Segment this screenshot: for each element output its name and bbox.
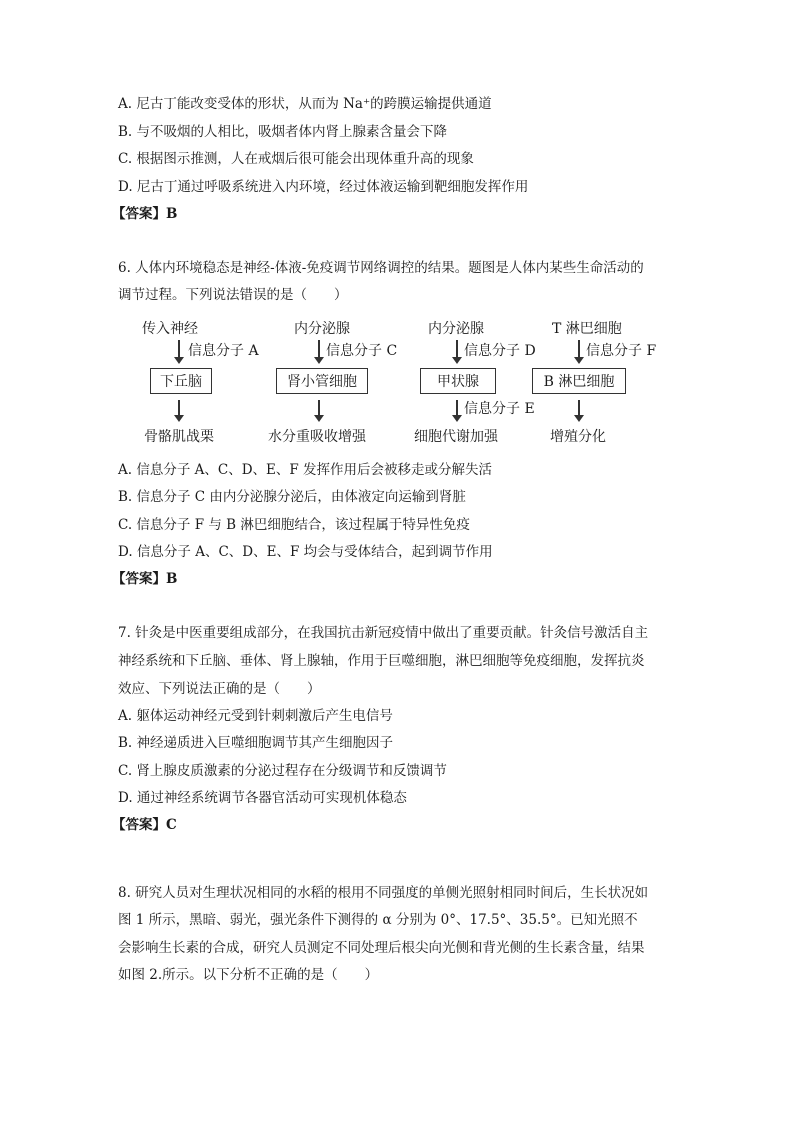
q5-option-a: A. 尼古丁能改变受体的形状，从而为 Na⁺的跨膜运输提供通道 <box>118 96 492 112</box>
diagram-target-box: 甲状腺 <box>420 368 496 394</box>
q6-answer: 【答案】B <box>112 571 178 587</box>
diagram-signal: 信息分子 C <box>326 343 398 359</box>
arrow-down-icon <box>456 400 458 416</box>
arrow-down-icon <box>318 400 320 416</box>
diagram-effect: 水分重吸收增强 <box>268 429 366 445</box>
diagram-target-box: 肾小管细胞 <box>276 368 368 394</box>
diagram-effect: 增殖分化 <box>550 429 606 445</box>
q7-option-a: A. 躯体运动神经元受到针刺刺激后产生电信号 <box>118 708 393 724</box>
arrow-down-icon <box>456 340 458 358</box>
diagram-effect: 细胞代谢加强 <box>414 429 498 445</box>
q6-option-a: A. 信息分子 A、C、D、E、F 发挥作用后会被移走或分解失活 <box>118 462 493 478</box>
q6-stem-line-2: 调节过程。下列说法错误的是（ ） <box>118 287 348 303</box>
q7-stem-line-3: 效应、下列说法正确的是（ ） <box>118 681 321 697</box>
arrow-down-icon <box>178 340 180 358</box>
q8-stem-line-1: 8. 研究人员对生理状况相同的水稻的根用不同强度的单侧光照射相同时间后，生长状况如 <box>118 885 649 901</box>
q6-option-b: B. 信息分子 C 由内分泌腺分泌后，由体液定向运输到肾脏 <box>118 489 466 505</box>
diagram-source: 内分泌腺 <box>294 321 350 337</box>
q8-stem-line-2: 图 1 所示，黑暗、弱光，强光条件下测得的 α 分别为 0°、17.5°、35.5°。已知光照不 <box>118 912 638 928</box>
diagram-source: T 淋巴细胞 <box>552 321 622 337</box>
q6-option-c: C. 信息分子 F 与 B 淋巴细胞结合，该过程属于特异性免疫 <box>118 517 470 533</box>
diagram-signal: 信息分子 D <box>464 343 536 359</box>
arrow-down-icon <box>178 400 180 416</box>
diagram-target-box: B 淋巴细胞 <box>532 368 626 394</box>
arrow-down-icon <box>318 340 320 358</box>
diagram-signal-secondary: 信息分子 E <box>464 401 535 417</box>
regulation-diagram <box>130 312 690 452</box>
q7-option-b: B. 神经递质进入巨噬细胞调节其产生细胞因子 <box>118 735 394 751</box>
diagram-effect: 骨骼肌战栗 <box>144 429 214 445</box>
diagram-source: 内分泌腺 <box>428 321 484 337</box>
q7-option-d: D. 通过神经系统调节各器官活动可实现机体稳态 <box>118 790 407 806</box>
q7-answer: 【答案】C <box>112 817 177 833</box>
diagram-source: 传入神经 <box>142 321 198 337</box>
q7-stem-line-2: 神经系统和下丘脑、垂体、肾上腺轴，作用于巨噬细胞，淋巴细胞等免疫细胞，发挥抗炎 <box>118 653 645 669</box>
diagram-column-b-cell <box>540 312 680 452</box>
diagram-column-kidney <box>268 312 408 452</box>
diagram-signal: 信息分子 A <box>188 343 259 359</box>
q5-answer: 【答案】B <box>112 206 178 222</box>
arrow-down-icon <box>578 340 580 358</box>
arrow-down-icon <box>578 400 580 416</box>
q7-stem-line-1: 7. 针灸是中医重要组成部分，在我国抗击新冠疫情中做出了重要贡献。针灸信号激活自主 <box>118 625 649 641</box>
diagram-signal: 信息分子 F <box>586 343 657 359</box>
diagram-column-hypothalamus <box>130 312 270 452</box>
q8-stem-line-3: 会影响生长素的合成，研究人员测定不同处理后根尖向光侧和背光侧的生长素含量，结果 <box>118 940 645 956</box>
q6-stem-line-1: 6. 人体内环境稳态是神经-体液-免疫调节网络调控的结果。题图是人体内某些生命活动的 <box>118 260 644 276</box>
q5-option-c: C. 根据图示推测，人在戒烟后很可能会出现体重升高的现象 <box>118 151 474 167</box>
q5-option-b: B. 与不吸烟的人相比，吸烟者体内肾上腺素含量会下降 <box>118 124 448 140</box>
q5-option-d: D. 尼古丁通过呼吸系统进入内环境，经过体液运输到靶细胞发挥作用 <box>118 179 529 195</box>
q6-option-d: D. 信息分子 A、C、D、E、F 均会与受体结合，起到调节作用 <box>118 544 493 560</box>
q8-stem-line-4: 如图 2.所示。以下分析不正确的是（ ） <box>118 967 379 983</box>
q7-option-c: C. 肾上腺皮质激素的分泌过程存在分级调节和反馈调节 <box>118 763 447 779</box>
diagram-target-box: 下丘脑 <box>150 368 212 394</box>
